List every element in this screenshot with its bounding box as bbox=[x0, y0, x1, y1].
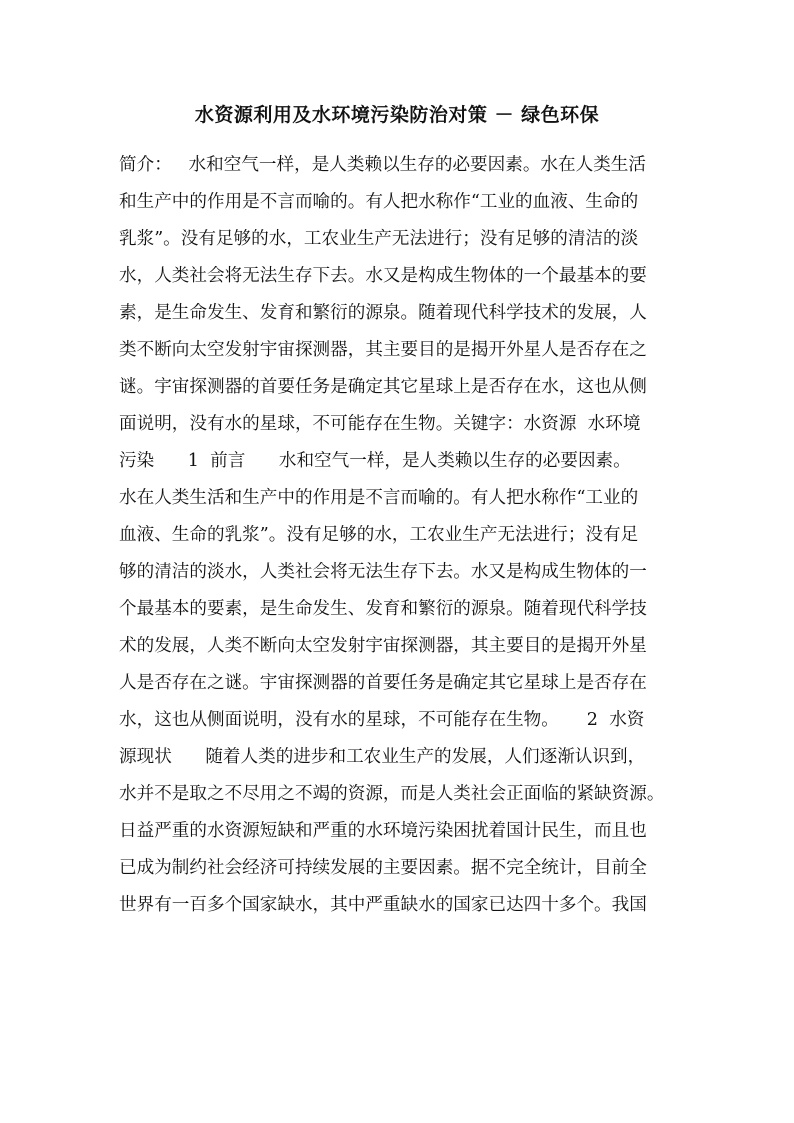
text-line: 术的发展，人类不断向太空发射宇宙探测器，其主要目的是揭开外星 bbox=[119, 636, 647, 656]
document-title: 水资源利用及水环境污染防治对策 － 绿色环保 bbox=[194, 104, 600, 126]
text-line: 够的清洁的淡水，人类社会将无法生存下去。水又是构成生物体的一 bbox=[119, 562, 647, 582]
text-line: 面说明，没有水的星球，不可能存在生物。关键字：水资源 水环境 bbox=[119, 414, 641, 434]
text-line: 人是否存在之谜。宇宙探测器的首要任务是确定其它星球上是否存在 bbox=[119, 673, 647, 693]
text-line: 个最基本的要素，是生命发生、发育和繁衍的源泉。随着现代科学技 bbox=[119, 599, 647, 619]
text-line: 类不断向太空发射宇宙探测器，其主要目的是揭开外星人是否存在之 bbox=[119, 340, 647, 360]
text-line: 源现状 随着人类的进步和工农业生产的发展，人们逐渐认识到， bbox=[119, 747, 646, 767]
text-line: 污染 1 前言 水和空气一样，是人类赖以生存的必要因素。 bbox=[119, 451, 631, 471]
document-body bbox=[119, 147, 679, 924]
text-line: 已成为制约社会经济可持续发展的主要因素。据不完全统计，目前全 bbox=[119, 858, 647, 878]
text-line: 水，这也从侧面说明，没有水的星球，不可能存在生物。 2 水资 bbox=[119, 710, 645, 730]
text-line: 简介： 水和空气一样，是人类赖以生存的必要因素。水在人类生活 bbox=[119, 155, 646, 175]
text-line: 水并不是取之不尽用之不竭的资源，而是人类社会正面临的紧缺资源。 bbox=[119, 784, 665, 804]
text-line: 世界有一百多个国家缺水，其中严重缺水的国家已达四十多个。我国 bbox=[119, 895, 647, 915]
text-line: 血液、生命的乳浆”。没有足够的水，工农业生产无法进行；没有足 bbox=[119, 525, 639, 545]
text-line: 素，是生命发生、发育和繁衍的源泉。随着现代科学技术的发展，人 bbox=[119, 303, 647, 323]
text-line: 水，人类社会将无法生存下去。水又是构成生物体的一个最基本的要 bbox=[119, 266, 647, 286]
text-line: 谜。宇宙探测器的首要任务是确定其它星球上是否存在水，这也从侧 bbox=[119, 377, 647, 397]
text-line: 水在人类生活和生产中的作用是不言而喻的。有人把水称作“工业的 bbox=[119, 488, 639, 508]
text-line: 和生产中的作用是不言而喻的。有人把水称作“工业的血液、生命的 bbox=[119, 192, 639, 212]
text-line: 日益严重的水资源短缺和严重的水环境污染困扰着国计民生，而且也 bbox=[119, 821, 647, 841]
text-line: 乳浆”。没有足够的水，工农业生产无法进行；没有足够的清洁的淡 bbox=[119, 229, 639, 249]
